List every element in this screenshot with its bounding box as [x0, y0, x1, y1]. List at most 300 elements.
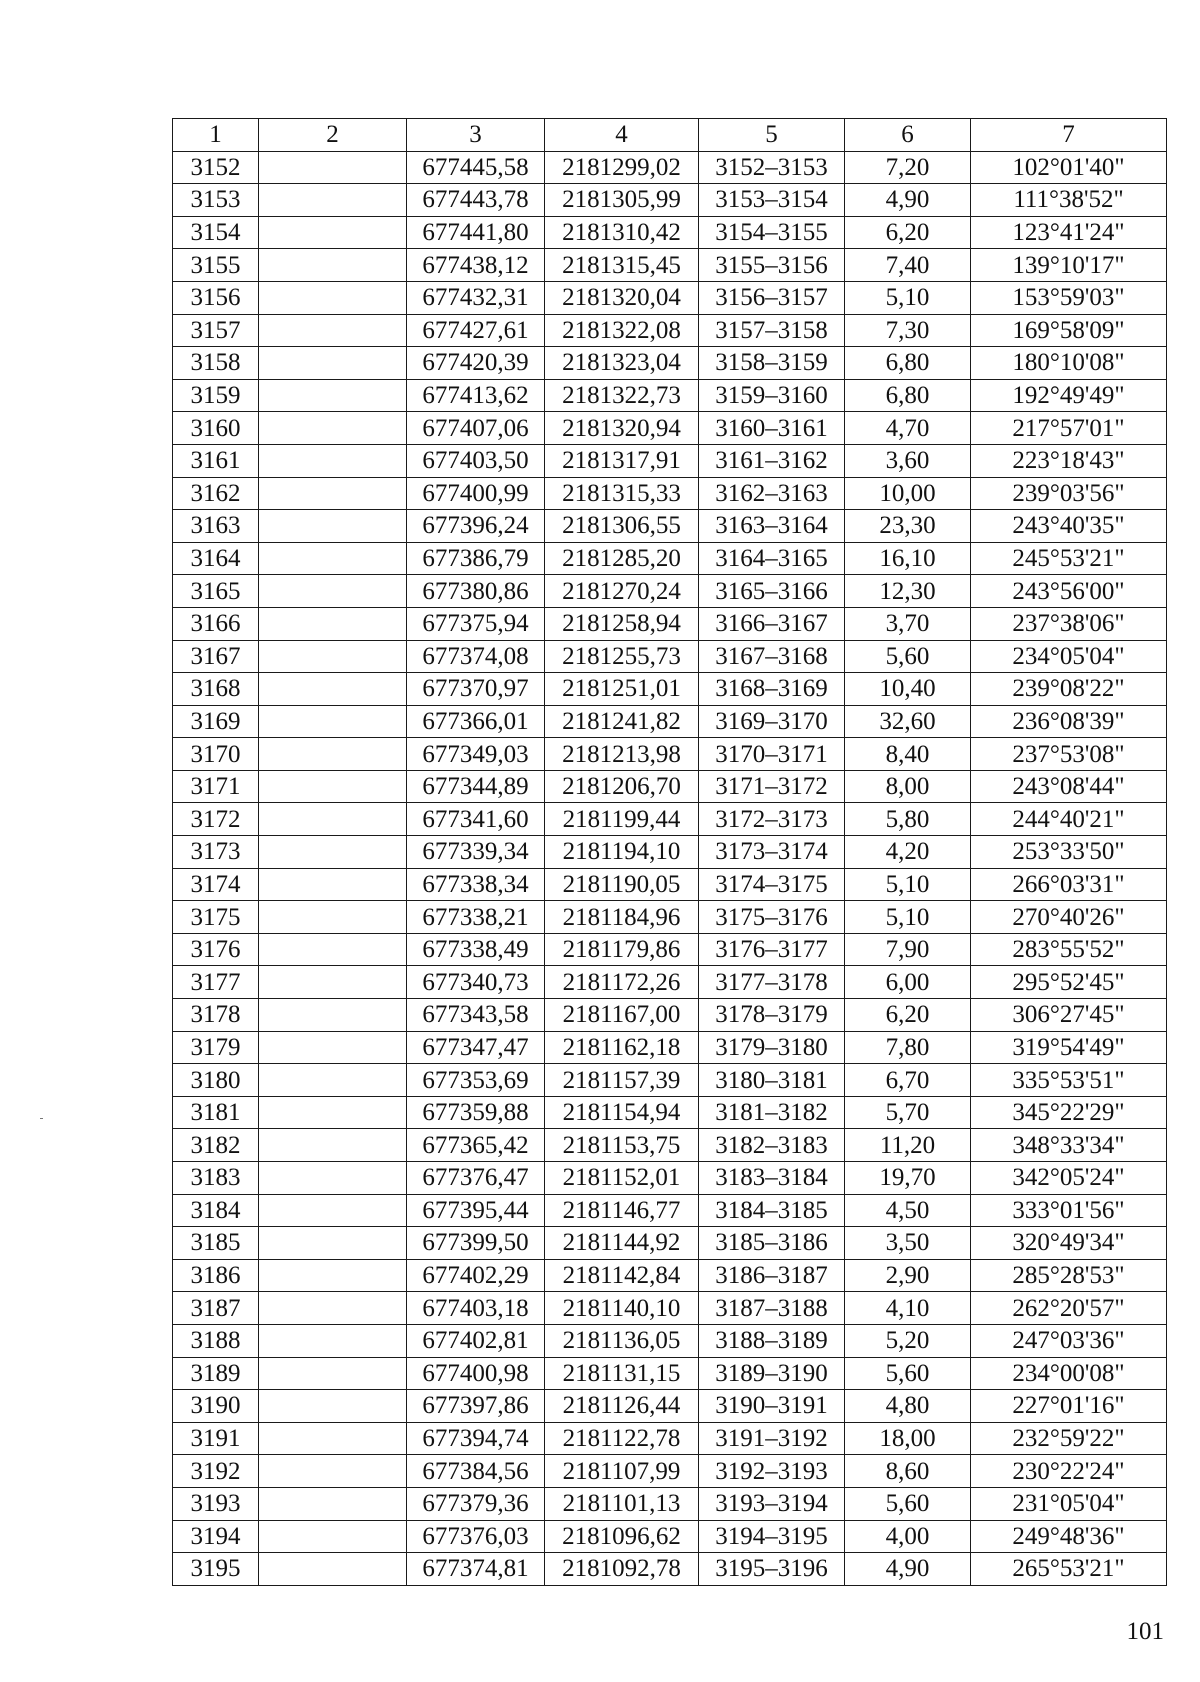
table-row [173, 673, 1167, 706]
column-header-5: 5 [699, 119, 845, 152]
empty-cell-cell [259, 1064, 407, 1097]
y-coordinate-cell: 2181184,96 [545, 901, 699, 934]
y-coordinate-cell: 2181317,91 [545, 444, 699, 477]
empty-cell-cell [259, 1292, 407, 1325]
bearing-cell: 180°10'08" [971, 347, 1167, 380]
x-coordinate-cell: 677395,44 [407, 1194, 545, 1227]
x-coordinate-cell: 677338,34 [407, 868, 545, 901]
y-coordinate-cell: 2181255,73 [545, 640, 699, 673]
bearing-cell: 295°52'45" [971, 966, 1167, 999]
y-coordinate-cell: 2181142,84 [545, 1259, 699, 1292]
table-row [173, 1064, 1167, 1097]
bearing-cell: 102°01'40" [971, 151, 1167, 184]
length-cell: 6,20 [845, 216, 971, 249]
point-number-cell: 3155 [173, 249, 259, 282]
segment-cell: 3185–3186 [699, 1227, 845, 1260]
segment-cell: 3167–3168 [699, 640, 845, 673]
empty-cell-cell [259, 1324, 407, 1357]
bearing-cell: 223°18'43" [971, 444, 1167, 477]
point-number-cell: 3171 [173, 770, 259, 803]
point-number-cell: 3154 [173, 216, 259, 249]
empty-cell-cell [259, 575, 407, 608]
segment-cell: 3166–3167 [699, 607, 845, 640]
y-coordinate-cell: 2181096,62 [545, 1520, 699, 1553]
x-coordinate-cell: 677380,86 [407, 575, 545, 608]
point-number-cell: 3166 [173, 607, 259, 640]
table-row [173, 1390, 1167, 1423]
point-number-cell: 3161 [173, 444, 259, 477]
table-row [173, 184, 1167, 217]
x-coordinate-cell: 677347,47 [407, 1031, 545, 1064]
y-coordinate-cell: 2181179,86 [545, 933, 699, 966]
table-row [173, 1162, 1167, 1195]
column-header-4: 4 [545, 119, 699, 152]
y-coordinate-cell: 2181136,05 [545, 1324, 699, 1357]
length-cell: 11,20 [845, 1129, 971, 1162]
x-coordinate-cell: 677438,12 [407, 249, 545, 282]
empty-cell-cell [259, 901, 407, 934]
table-row [173, 216, 1167, 249]
table-row [173, 1455, 1167, 1488]
point-number-cell: 3176 [173, 933, 259, 966]
point-number-cell: 3179 [173, 1031, 259, 1064]
table-row [173, 738, 1167, 771]
point-number-cell: 3170 [173, 738, 259, 771]
segment-cell: 3189–3190 [699, 1357, 845, 1390]
x-coordinate-cell: 677359,88 [407, 1096, 545, 1129]
y-coordinate-cell: 2181153,75 [545, 1129, 699, 1162]
point-number-cell: 3178 [173, 999, 259, 1032]
table-row [173, 542, 1167, 575]
bearing-cell: 249°48'36" [971, 1520, 1167, 1553]
x-coordinate-cell: 677374,81 [407, 1553, 545, 1586]
point-number-cell: 3163 [173, 510, 259, 543]
empty-cell-cell [259, 1194, 407, 1227]
x-coordinate-cell: 677427,61 [407, 314, 545, 347]
table-row [173, 510, 1167, 543]
y-coordinate-cell: 2181144,92 [545, 1227, 699, 1260]
segment-cell: 3179–3180 [699, 1031, 845, 1064]
y-coordinate-cell: 2181162,18 [545, 1031, 699, 1064]
length-cell: 5,60 [845, 1487, 971, 1520]
length-cell: 7,90 [845, 933, 971, 966]
bearing-cell: 283°55'52" [971, 933, 1167, 966]
table-header-row [173, 119, 1167, 152]
x-coordinate-cell: 677343,58 [407, 999, 545, 1032]
length-cell: 4,50 [845, 1194, 971, 1227]
point-number-cell: 3167 [173, 640, 259, 673]
segment-cell: 3182–3183 [699, 1129, 845, 1162]
empty-cell-cell [259, 1096, 407, 1129]
empty-cell-cell [259, 933, 407, 966]
column-header-3: 3 [407, 119, 545, 152]
bearing-cell: 234°05'04" [971, 640, 1167, 673]
length-cell: 6,80 [845, 347, 971, 380]
length-cell: 6,70 [845, 1064, 971, 1097]
bearing-cell: 342°05'24" [971, 1162, 1167, 1195]
segment-cell: 3172–3173 [699, 803, 845, 836]
bearing-cell: 270°40'26" [971, 901, 1167, 934]
x-coordinate-cell: 677339,34 [407, 836, 545, 869]
segment-cell: 3194–3195 [699, 1520, 845, 1553]
empty-cell-cell [259, 1031, 407, 1064]
bearing-cell: 265°53'21" [971, 1553, 1167, 1586]
length-cell: 19,70 [845, 1162, 971, 1195]
empty-cell-cell [259, 216, 407, 249]
x-coordinate-cell: 677403,18 [407, 1292, 545, 1325]
x-coordinate-cell: 677443,78 [407, 184, 545, 217]
point-number-cell: 3156 [173, 281, 259, 314]
table-row [173, 1259, 1167, 1292]
length-cell: 4,10 [845, 1292, 971, 1325]
x-coordinate-cell: 677366,01 [407, 705, 545, 738]
x-coordinate-cell: 677376,03 [407, 1520, 545, 1553]
table-row [173, 901, 1167, 934]
y-coordinate-cell: 2181323,04 [545, 347, 699, 380]
point-number-cell: 3172 [173, 803, 259, 836]
segment-cell: 3162–3163 [699, 477, 845, 510]
y-coordinate-cell: 2181092,78 [545, 1553, 699, 1586]
y-coordinate-cell: 2181172,26 [545, 966, 699, 999]
bearing-cell: 237°53'08" [971, 738, 1167, 771]
empty-cell-cell [259, 510, 407, 543]
x-coordinate-cell: 677445,58 [407, 151, 545, 184]
empty-cell-cell [259, 184, 407, 217]
y-coordinate-cell: 2181305,99 [545, 184, 699, 217]
length-cell: 5,10 [845, 868, 971, 901]
segment-cell: 3152–3153 [699, 151, 845, 184]
segment-cell: 3187–3188 [699, 1292, 845, 1325]
empty-cell-cell [259, 314, 407, 347]
empty-cell-cell [259, 249, 407, 282]
segment-cell: 3177–3178 [699, 966, 845, 999]
empty-cell-cell [259, 673, 407, 706]
empty-cell-cell [259, 966, 407, 999]
x-coordinate-cell: 677340,73 [407, 966, 545, 999]
margin-mark [40, 1118, 43, 1119]
segment-cell: 3174–3175 [699, 868, 845, 901]
segment-cell: 3181–3182 [699, 1096, 845, 1129]
empty-cell-cell [259, 1357, 407, 1390]
length-cell: 23,30 [845, 510, 971, 543]
x-coordinate-cell: 677394,74 [407, 1422, 545, 1455]
x-coordinate-cell: 677402,29 [407, 1259, 545, 1292]
y-coordinate-cell: 2181241,82 [545, 705, 699, 738]
segment-cell: 3153–3154 [699, 184, 845, 217]
length-cell: 18,00 [845, 1422, 971, 1455]
x-coordinate-cell: 677413,62 [407, 379, 545, 412]
segment-cell: 3183–3184 [699, 1162, 845, 1195]
y-coordinate-cell: 2181167,00 [545, 999, 699, 1032]
bearing-cell: 231°05'04" [971, 1487, 1167, 1520]
empty-cell-cell [259, 868, 407, 901]
length-cell: 10,00 [845, 477, 971, 510]
length-cell: 7,20 [845, 151, 971, 184]
y-coordinate-cell: 2181320,04 [545, 281, 699, 314]
point-number-cell: 3169 [173, 705, 259, 738]
x-coordinate-cell: 677400,98 [407, 1357, 545, 1390]
column-header-2: 2 [259, 119, 407, 152]
segment-cell: 3156–3157 [699, 281, 845, 314]
coordinates-table-container [172, 118, 1166, 1586]
table-row [173, 1031, 1167, 1064]
segment-cell: 3180–3181 [699, 1064, 845, 1097]
segment-cell: 3169–3170 [699, 705, 845, 738]
bearing-cell: 243°56'00" [971, 575, 1167, 608]
bearing-cell: 239°08'22" [971, 673, 1167, 706]
table-row [173, 1129, 1167, 1162]
bearing-cell: 285°28'53" [971, 1259, 1167, 1292]
x-coordinate-cell: 677379,36 [407, 1487, 545, 1520]
empty-cell-cell [259, 738, 407, 771]
length-cell: 4,90 [845, 184, 971, 217]
bearing-cell: 262°20'57" [971, 1292, 1167, 1325]
y-coordinate-cell: 2181310,42 [545, 216, 699, 249]
segment-cell: 3157–3158 [699, 314, 845, 347]
empty-cell-cell [259, 1259, 407, 1292]
bearing-cell: 111°38'52" [971, 184, 1167, 217]
x-coordinate-cell: 677400,99 [407, 477, 545, 510]
y-coordinate-cell: 2181213,98 [545, 738, 699, 771]
segment-cell: 3160–3161 [699, 412, 845, 445]
bearing-cell: 153°59'03" [971, 281, 1167, 314]
table-row [173, 803, 1167, 836]
table-row [173, 1227, 1167, 1260]
table-row [173, 1520, 1167, 1553]
segment-cell: 3192–3193 [699, 1455, 845, 1488]
table-row [173, 1422, 1167, 1455]
bearing-cell: 169°58'09" [971, 314, 1167, 347]
empty-cell-cell [259, 379, 407, 412]
x-coordinate-cell: 677420,39 [407, 347, 545, 380]
table-row [173, 1553, 1167, 1586]
bearing-cell: 266°03'31" [971, 868, 1167, 901]
empty-cell-cell [259, 412, 407, 445]
coordinates-table [172, 118, 1167, 1586]
x-coordinate-cell: 677399,50 [407, 1227, 545, 1260]
segment-cell: 3155–3156 [699, 249, 845, 282]
y-coordinate-cell: 2181146,77 [545, 1194, 699, 1227]
empty-cell-cell [259, 1162, 407, 1195]
table-row [173, 770, 1167, 803]
length-cell: 5,70 [845, 1096, 971, 1129]
point-number-cell: 3189 [173, 1357, 259, 1390]
length-cell: 7,80 [845, 1031, 971, 1064]
length-cell: 4,90 [845, 1553, 971, 1586]
point-number-cell: 3186 [173, 1259, 259, 1292]
y-coordinate-cell: 2181306,55 [545, 510, 699, 543]
bearing-cell: 335°53'51" [971, 1064, 1167, 1097]
y-coordinate-cell: 2181101,13 [545, 1487, 699, 1520]
length-cell: 6,20 [845, 999, 971, 1032]
y-coordinate-cell: 2181258,94 [545, 607, 699, 640]
point-number-cell: 3183 [173, 1162, 259, 1195]
point-number-cell: 3185 [173, 1227, 259, 1260]
length-cell: 5,10 [845, 281, 971, 314]
y-coordinate-cell: 2181152,01 [545, 1162, 699, 1195]
empty-cell-cell [259, 1553, 407, 1586]
x-coordinate-cell: 677441,80 [407, 216, 545, 249]
point-number-cell: 3182 [173, 1129, 259, 1162]
bearing-cell: 348°33'34" [971, 1129, 1167, 1162]
y-coordinate-cell: 2181122,78 [545, 1422, 699, 1455]
empty-cell-cell [259, 1487, 407, 1520]
length-cell: 32,60 [845, 705, 971, 738]
bearing-cell: 253°33'50" [971, 836, 1167, 869]
point-number-cell: 3193 [173, 1487, 259, 1520]
x-coordinate-cell: 677344,89 [407, 770, 545, 803]
y-coordinate-cell: 2181322,08 [545, 314, 699, 347]
segment-cell: 3186–3187 [699, 1259, 845, 1292]
point-number-cell: 3160 [173, 412, 259, 445]
segment-cell: 3188–3189 [699, 1324, 845, 1357]
bearing-cell: 234°00'08" [971, 1357, 1167, 1390]
point-number-cell: 3192 [173, 1455, 259, 1488]
empty-cell-cell [259, 1455, 407, 1488]
bearing-cell: 236°08'39" [971, 705, 1167, 738]
length-cell: 8,60 [845, 1455, 971, 1488]
segment-cell: 3191–3192 [699, 1422, 845, 1455]
point-number-cell: 3190 [173, 1390, 259, 1423]
empty-cell-cell [259, 607, 407, 640]
table-row [173, 1292, 1167, 1325]
y-coordinate-cell: 2181299,02 [545, 151, 699, 184]
length-cell: 3,70 [845, 607, 971, 640]
point-number-cell: 3174 [173, 868, 259, 901]
point-number-cell: 3173 [173, 836, 259, 869]
point-number-cell: 3162 [173, 477, 259, 510]
table-row [173, 933, 1167, 966]
bearing-cell: 139°10'17" [971, 249, 1167, 282]
point-number-cell: 3181 [173, 1096, 259, 1129]
bearing-cell: 243°08'44" [971, 770, 1167, 803]
table-row [173, 966, 1167, 999]
bearing-cell: 333°01'56" [971, 1194, 1167, 1227]
x-coordinate-cell: 677365,42 [407, 1129, 545, 1162]
y-coordinate-cell: 2181140,10 [545, 1292, 699, 1325]
x-coordinate-cell: 677374,08 [407, 640, 545, 673]
point-number-cell: 3152 [173, 151, 259, 184]
column-header-1: 1 [173, 119, 259, 152]
point-number-cell: 3177 [173, 966, 259, 999]
empty-cell-cell [259, 1390, 407, 1423]
empty-cell-cell [259, 151, 407, 184]
bearing-cell: 239°03'56" [971, 477, 1167, 510]
length-cell: 10,40 [845, 673, 971, 706]
empty-cell-cell [259, 1520, 407, 1553]
point-number-cell: 3175 [173, 901, 259, 934]
point-number-cell: 3164 [173, 542, 259, 575]
x-coordinate-cell: 677375,94 [407, 607, 545, 640]
point-number-cell: 3180 [173, 1064, 259, 1097]
table-row [173, 640, 1167, 673]
x-coordinate-cell: 677432,31 [407, 281, 545, 314]
table-row [173, 477, 1167, 510]
table-row [173, 1096, 1167, 1129]
table-row [173, 1194, 1167, 1227]
segment-cell: 3193–3194 [699, 1487, 845, 1520]
bearing-cell: 306°27'45" [971, 999, 1167, 1032]
point-number-cell: 3159 [173, 379, 259, 412]
point-number-cell: 3195 [173, 1553, 259, 1586]
segment-cell: 3164–3165 [699, 542, 845, 575]
empty-cell-cell [259, 1129, 407, 1162]
segment-cell: 3154–3155 [699, 216, 845, 249]
segment-cell: 3171–3172 [699, 770, 845, 803]
y-coordinate-cell: 2181190,05 [545, 868, 699, 901]
bearing-cell: 217°57'01" [971, 412, 1167, 445]
segment-cell: 3195–3196 [699, 1553, 845, 1586]
point-number-cell: 3165 [173, 575, 259, 608]
point-number-cell: 3168 [173, 673, 259, 706]
point-number-cell: 3187 [173, 1292, 259, 1325]
y-coordinate-cell: 2181270,24 [545, 575, 699, 608]
bearing-cell: 319°54'49" [971, 1031, 1167, 1064]
table-row [173, 281, 1167, 314]
length-cell: 4,80 [845, 1390, 971, 1423]
x-coordinate-cell: 677402,81 [407, 1324, 545, 1357]
length-cell: 5,80 [845, 803, 971, 836]
y-coordinate-cell: 2181126,44 [545, 1390, 699, 1423]
x-coordinate-cell: 677376,47 [407, 1162, 545, 1195]
empty-cell-cell [259, 1227, 407, 1260]
segment-cell: 3190–3191 [699, 1390, 845, 1423]
empty-cell-cell [259, 347, 407, 380]
table-row [173, 347, 1167, 380]
y-coordinate-cell: 2181285,20 [545, 542, 699, 575]
empty-cell-cell [259, 281, 407, 314]
segment-cell: 3168–3169 [699, 673, 845, 706]
segment-cell: 3161–3162 [699, 444, 845, 477]
segment-cell: 3176–3177 [699, 933, 845, 966]
empty-cell-cell [259, 640, 407, 673]
empty-cell-cell [259, 999, 407, 1032]
table-row [173, 379, 1167, 412]
segment-cell: 3163–3164 [699, 510, 845, 543]
segment-cell: 3159–3160 [699, 379, 845, 412]
empty-cell-cell [259, 477, 407, 510]
table-row [173, 314, 1167, 347]
length-cell: 4,20 [845, 836, 971, 869]
length-cell: 8,40 [845, 738, 971, 771]
bearing-cell: 243°40'35" [971, 510, 1167, 543]
y-coordinate-cell: 2181131,15 [545, 1357, 699, 1390]
bearing-cell: 230°22'24" [971, 1455, 1167, 1488]
length-cell: 3,50 [845, 1227, 971, 1260]
segment-cell: 3165–3166 [699, 575, 845, 608]
y-coordinate-cell: 2181251,01 [545, 673, 699, 706]
bearing-cell: 244°40'21" [971, 803, 1167, 836]
length-cell: 7,40 [845, 249, 971, 282]
point-number-cell: 3157 [173, 314, 259, 347]
column-header-7: 7 [971, 119, 1167, 152]
table-row [173, 1357, 1167, 1390]
x-coordinate-cell: 677396,24 [407, 510, 545, 543]
bearing-cell: 345°22'29" [971, 1096, 1167, 1129]
length-cell: 3,60 [845, 444, 971, 477]
empty-cell-cell [259, 542, 407, 575]
x-coordinate-cell: 677407,06 [407, 412, 545, 445]
length-cell: 7,30 [845, 314, 971, 347]
y-coordinate-cell: 2181206,70 [545, 770, 699, 803]
y-coordinate-cell: 2181322,73 [545, 379, 699, 412]
y-coordinate-cell: 2181315,33 [545, 477, 699, 510]
segment-cell: 3158–3159 [699, 347, 845, 380]
length-cell: 12,30 [845, 575, 971, 608]
table-row [173, 249, 1167, 282]
bearing-cell: 227°01'16" [971, 1390, 1167, 1423]
x-coordinate-cell: 677338,21 [407, 901, 545, 934]
